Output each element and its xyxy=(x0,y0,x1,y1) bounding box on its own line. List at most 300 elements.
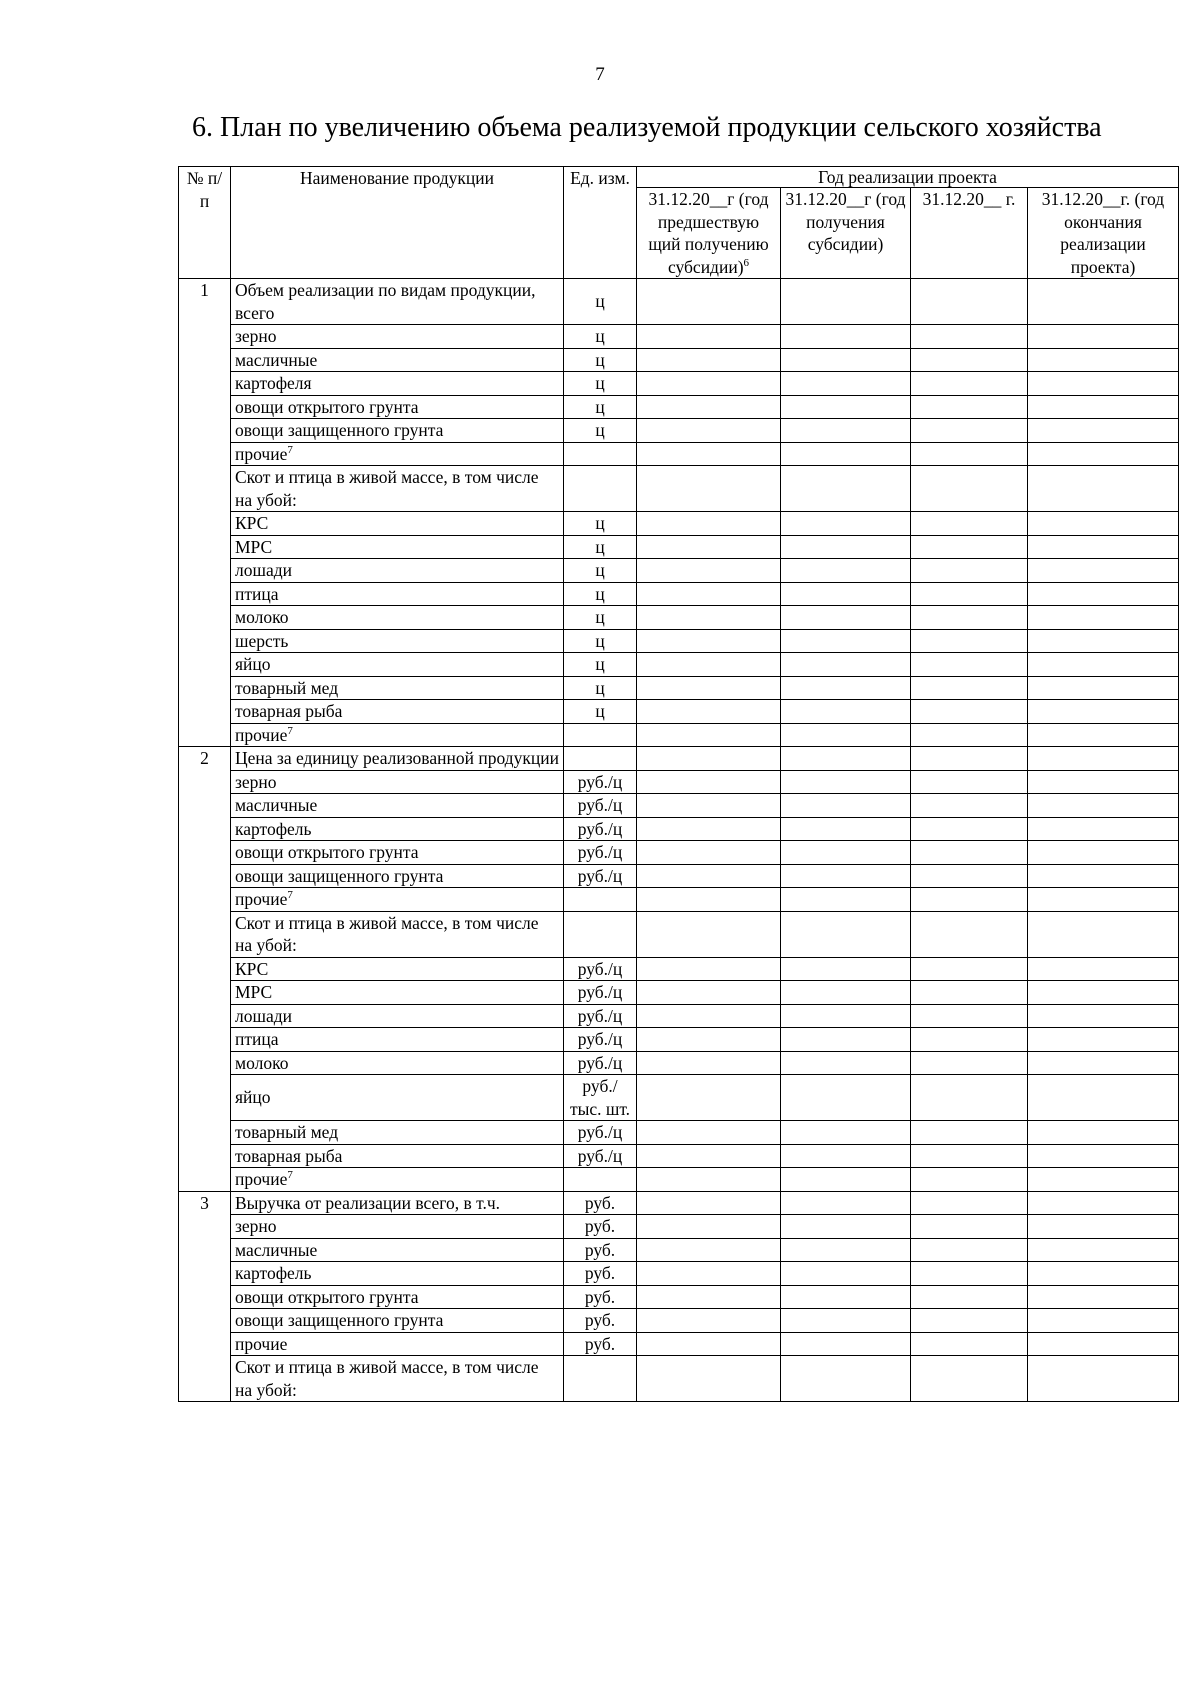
value-cell-year-4[interactable] xyxy=(1028,512,1179,536)
table-row xyxy=(179,1215,1179,1239)
table-row xyxy=(179,1075,1179,1121)
value-cell-year-2[interactable] xyxy=(781,1168,911,1192)
value-cell-year-3[interactable] xyxy=(911,348,1028,372)
value-cell-year-4[interactable] xyxy=(1028,911,1179,957)
table-row xyxy=(179,1121,1179,1145)
product-name: МРС xyxy=(235,982,273,1002)
value-cell-year-4[interactable] xyxy=(1028,1191,1179,1215)
value-cell-year-2[interactable] xyxy=(781,676,911,700)
value-cell-year-4[interactable] xyxy=(1028,629,1179,653)
document-title: 6. План по увеличению объема реализуемой продукции сельского хозяйства xyxy=(192,112,1102,143)
value-cell-year-1[interactable] xyxy=(637,1075,781,1121)
product-name: прочие xyxy=(235,1169,288,1189)
value-cell-year-3[interactable] xyxy=(911,559,1028,583)
value-cell-year-1[interactable] xyxy=(637,1168,781,1192)
value-cell-year-4[interactable] xyxy=(1028,419,1179,443)
value-cell-year-3[interactable] xyxy=(911,981,1028,1005)
unit-cell: ц xyxy=(564,629,637,653)
product-name-cell xyxy=(231,582,564,606)
value-cell-year-3[interactable] xyxy=(911,395,1028,419)
product-name-cell xyxy=(231,279,564,325)
value-cell-year-1[interactable] xyxy=(637,325,781,349)
section-number: 1 xyxy=(179,279,231,747)
value-cell-year-1[interactable] xyxy=(637,653,781,677)
value-cell-year-3[interactable] xyxy=(911,841,1028,865)
value-cell-year-1[interactable] xyxy=(637,1144,781,1168)
value-cell-year-4[interactable] xyxy=(1028,1075,1179,1121)
unit-cell: руб./ц xyxy=(564,794,637,818)
table-row xyxy=(179,559,1179,583)
table-row xyxy=(179,442,1179,466)
value-cell-year-1[interactable] xyxy=(637,606,781,630)
value-cell-year-3[interactable] xyxy=(911,817,1028,841)
value-cell-year-2[interactable] xyxy=(781,700,911,724)
header-year-2: 31.12.20__г (год получения субсидии) xyxy=(781,188,911,279)
value-cell-year-3[interactable] xyxy=(911,1191,1028,1215)
value-cell-year-4[interactable] xyxy=(1028,817,1179,841)
product-name: товарная рыба xyxy=(235,1145,343,1166)
value-cell-year-3[interactable] xyxy=(911,1332,1028,1356)
product-name-cell xyxy=(231,957,564,981)
value-cell-year-1[interactable] xyxy=(637,981,781,1005)
table-row xyxy=(179,676,1179,700)
product-name-cell xyxy=(231,1075,564,1121)
value-cell-year-2[interactable] xyxy=(781,653,911,677)
product-name: КРС xyxy=(235,958,269,979)
value-cell-year-4[interactable] xyxy=(1028,535,1179,559)
product-name: Скот и птица в живой массе, в том числе на убой: xyxy=(235,912,539,955)
value-cell-year-2[interactable] xyxy=(781,606,911,630)
value-cell-year-2[interactable] xyxy=(781,1332,911,1356)
unit-cell: руб./ц xyxy=(564,817,637,841)
value-cell-year-2[interactable] xyxy=(781,888,911,912)
product-name-cell xyxy=(231,747,564,771)
value-cell-year-3[interactable] xyxy=(911,442,1028,466)
table-row xyxy=(179,1285,1179,1309)
footnote-marker: 7 xyxy=(287,1169,293,1182)
value-cell-year-4[interactable] xyxy=(1028,372,1179,396)
value-cell-year-2[interactable] xyxy=(781,1191,911,1215)
value-cell-year-3[interactable] xyxy=(911,1004,1028,1028)
product-name-cell xyxy=(231,1332,564,1356)
product-name: прочие xyxy=(235,724,288,745)
value-cell-year-2[interactable] xyxy=(781,535,911,559)
unit-cell: ц xyxy=(564,582,637,606)
value-cell-year-1[interactable] xyxy=(637,1309,781,1333)
product-name-cell xyxy=(231,817,564,841)
value-cell-year-1[interactable] xyxy=(637,1215,781,1239)
value-cell-year-2[interactable] xyxy=(781,747,911,771)
unit-cell: ц xyxy=(564,559,637,583)
product-name-cell xyxy=(231,1309,564,1333)
value-cell-year-2[interactable] xyxy=(781,723,911,747)
product-name-cell xyxy=(231,466,564,512)
value-cell-year-1[interactable] xyxy=(637,1285,781,1309)
table-row xyxy=(179,606,1179,630)
value-cell-year-3[interactable] xyxy=(911,747,1028,771)
product-name-cell xyxy=(231,723,564,747)
value-cell-year-3[interactable] xyxy=(911,1309,1028,1333)
unit-cell xyxy=(564,1356,637,1402)
product-name-cell xyxy=(231,770,564,794)
value-cell-year-4[interactable] xyxy=(1028,348,1179,372)
value-cell-year-4[interactable] xyxy=(1028,1028,1179,1052)
value-cell-year-2[interactable] xyxy=(781,325,911,349)
unit-cell: ц xyxy=(564,653,637,677)
value-cell-year-3[interactable] xyxy=(911,512,1028,536)
value-cell-year-4[interactable] xyxy=(1028,1051,1179,1075)
value-cell-year-1[interactable] xyxy=(637,535,781,559)
unit-cell xyxy=(564,1168,637,1192)
value-cell-year-1[interactable] xyxy=(637,1121,781,1145)
value-cell-year-4[interactable] xyxy=(1028,1309,1179,1333)
value-cell-year-3[interactable] xyxy=(911,1285,1028,1309)
product-name-cell xyxy=(231,1191,564,1215)
product-name-cell xyxy=(231,1028,564,1052)
value-cell-year-2[interactable] xyxy=(781,279,911,325)
unit-cell xyxy=(564,442,637,466)
value-cell-year-4[interactable] xyxy=(1028,841,1179,865)
unit-cell: руб./ц xyxy=(564,957,637,981)
table-row xyxy=(179,981,1179,1005)
value-cell-year-3[interactable] xyxy=(911,1356,1028,1402)
product-name: шерсть xyxy=(235,630,289,651)
value-cell-year-1[interactable] xyxy=(637,911,781,957)
product-name: зерно xyxy=(235,326,277,346)
unit-cell: ц xyxy=(564,419,637,443)
value-cell-year-3[interactable] xyxy=(911,279,1028,325)
value-cell-year-2[interactable] xyxy=(781,395,911,419)
table-row xyxy=(179,1168,1179,1192)
value-cell-year-1[interactable] xyxy=(637,957,781,981)
product-name-cell xyxy=(231,1215,564,1239)
value-cell-year-1[interactable] xyxy=(637,559,781,583)
value-cell-year-1[interactable] xyxy=(637,1028,781,1052)
value-cell-year-2[interactable] xyxy=(781,981,911,1005)
value-cell-year-2[interactable] xyxy=(781,512,911,536)
value-cell-year-2[interactable] xyxy=(781,372,911,396)
value-cell-year-3[interactable] xyxy=(911,770,1028,794)
product-name: товарный мед xyxy=(235,1122,339,1142)
value-cell-year-3[interactable] xyxy=(911,1144,1028,1168)
product-name: масличные xyxy=(235,1239,318,1260)
value-cell-year-3[interactable] xyxy=(911,466,1028,512)
value-cell-year-3[interactable] xyxy=(911,629,1028,653)
value-cell-year-4[interactable] xyxy=(1028,1356,1179,1402)
value-cell-year-2[interactable] xyxy=(781,559,911,583)
product-name-cell xyxy=(231,535,564,559)
value-cell-year-1[interactable] xyxy=(637,1262,781,1286)
value-cell-year-4[interactable] xyxy=(1028,1168,1179,1192)
value-cell-year-3[interactable] xyxy=(911,957,1028,981)
product-name: Скот и птица в живой массе, в том числе на убой: xyxy=(235,467,539,510)
value-cell-year-2[interactable] xyxy=(781,911,911,957)
product-name-cell xyxy=(231,1356,564,1402)
unit-cell: руб./ц xyxy=(564,1121,637,1145)
value-cell-year-2[interactable] xyxy=(781,1215,911,1239)
value-cell-year-4[interactable] xyxy=(1028,325,1179,349)
value-cell-year-2[interactable] xyxy=(781,794,911,818)
value-cell-year-4[interactable] xyxy=(1028,559,1179,583)
product-name: овощи открытого грунта xyxy=(235,396,419,417)
product-name: яйцо xyxy=(235,654,271,674)
unit-cell: руб. xyxy=(564,1191,637,1215)
product-name: овощи защищенного грунта xyxy=(235,865,444,886)
value-cell-year-2[interactable] xyxy=(781,864,911,888)
table-row xyxy=(179,794,1179,818)
value-cell-year-1[interactable] xyxy=(637,1332,781,1356)
unit-cell xyxy=(564,466,637,512)
unit-cell: руб./ц xyxy=(564,981,637,1005)
value-cell-year-3[interactable] xyxy=(911,653,1028,677)
value-cell-year-3[interactable] xyxy=(911,1121,1028,1145)
value-cell-year-1[interactable] xyxy=(637,348,781,372)
unit-cell: ц xyxy=(564,279,637,325)
value-cell-year-1[interactable] xyxy=(637,794,781,818)
footnote-marker: 7 xyxy=(287,724,293,737)
value-cell-year-4[interactable] xyxy=(1028,1262,1179,1286)
value-cell-year-4[interactable] xyxy=(1028,442,1179,466)
value-cell-year-3[interactable] xyxy=(911,1075,1028,1121)
value-cell-year-4[interactable] xyxy=(1028,395,1179,419)
value-cell-year-1[interactable] xyxy=(637,841,781,865)
value-cell-year-1[interactable] xyxy=(637,817,781,841)
value-cell-year-3[interactable] xyxy=(911,606,1028,630)
footnote-marker: 7 xyxy=(287,443,293,456)
value-cell-year-4[interactable] xyxy=(1028,794,1179,818)
value-cell-year-4[interactable] xyxy=(1028,747,1179,771)
unit-cell: руб./ц xyxy=(564,1004,637,1028)
product-name-cell xyxy=(231,794,564,818)
value-cell-year-2[interactable] xyxy=(781,1004,911,1028)
product-name: прочие xyxy=(235,443,288,464)
product-name-cell xyxy=(231,512,564,536)
value-cell-year-1[interactable] xyxy=(637,512,781,536)
table-row xyxy=(179,723,1179,747)
product-name: КРС xyxy=(235,513,269,533)
section-number: 2 xyxy=(179,747,231,1192)
value-cell-year-1[interactable] xyxy=(637,676,781,700)
value-cell-year-3[interactable] xyxy=(911,372,1028,396)
value-cell-year-1[interactable] xyxy=(637,1356,781,1402)
value-cell-year-2[interactable] xyxy=(781,1238,911,1262)
product-name: птица xyxy=(235,583,279,604)
value-cell-year-4[interactable] xyxy=(1028,676,1179,700)
value-cell-year-4[interactable] xyxy=(1028,1238,1179,1262)
value-cell-year-2[interactable] xyxy=(781,1075,911,1121)
value-cell-year-2[interactable] xyxy=(781,442,911,466)
value-cell-year-3[interactable] xyxy=(911,700,1028,724)
value-cell-year-4[interactable] xyxy=(1028,864,1179,888)
unit-cell: руб. xyxy=(564,1238,637,1262)
value-cell-year-2[interactable] xyxy=(781,817,911,841)
value-cell-year-2[interactable] xyxy=(781,1285,911,1309)
value-cell-year-1[interactable] xyxy=(637,747,781,771)
value-cell-year-4[interactable] xyxy=(1028,1144,1179,1168)
product-name-cell xyxy=(231,1238,564,1262)
value-cell-year-4[interactable] xyxy=(1028,770,1179,794)
value-cell-year-4[interactable] xyxy=(1028,1285,1179,1309)
product-name: картофель xyxy=(235,818,312,839)
section-number: 3 xyxy=(179,1191,231,1402)
value-cell-year-3[interactable] xyxy=(911,535,1028,559)
header-row xyxy=(179,167,1179,188)
value-cell-year-3[interactable] xyxy=(911,325,1028,349)
value-cell-year-3[interactable] xyxy=(911,794,1028,818)
value-cell-year-4[interactable] xyxy=(1028,981,1179,1005)
value-cell-year-2[interactable] xyxy=(781,1309,911,1333)
value-cell-year-2[interactable] xyxy=(781,348,911,372)
value-cell-year-2[interactable] xyxy=(781,1028,911,1052)
product-name: молоко xyxy=(235,1052,289,1073)
product-name: Выручка от реализации всего, в т.ч. xyxy=(235,1192,500,1213)
product-name: зерно xyxy=(235,771,277,792)
value-cell-year-3[interactable] xyxy=(911,1168,1028,1192)
table-row xyxy=(179,512,1179,536)
footnote-marker: 7 xyxy=(287,889,293,902)
product-name-cell xyxy=(231,606,564,630)
value-cell-year-2[interactable] xyxy=(781,841,911,865)
value-cell-year-1[interactable] xyxy=(637,466,781,512)
value-cell-year-1[interactable] xyxy=(637,700,781,724)
unit-cell xyxy=(564,888,637,912)
value-cell-year-3[interactable] xyxy=(911,1215,1028,1239)
value-cell-year-4[interactable] xyxy=(1028,1121,1179,1145)
value-cell-year-4[interactable] xyxy=(1028,653,1179,677)
value-cell-year-3[interactable] xyxy=(911,864,1028,888)
value-cell-year-1[interactable] xyxy=(637,864,781,888)
product-name: картофель xyxy=(235,1263,312,1283)
table-row xyxy=(179,864,1179,888)
product-name-cell xyxy=(231,629,564,653)
value-cell-year-4[interactable] xyxy=(1028,1004,1179,1028)
value-cell-year-3[interactable] xyxy=(911,911,1028,957)
value-cell-year-3[interactable] xyxy=(911,723,1028,747)
product-name: зерно xyxy=(235,1216,277,1236)
value-cell-year-3[interactable] xyxy=(911,676,1028,700)
product-name-cell xyxy=(231,1262,564,1286)
value-cell-year-3[interactable] xyxy=(911,1262,1028,1286)
table-row xyxy=(179,1238,1179,1262)
product-name-cell xyxy=(231,1121,564,1145)
value-cell-year-2[interactable] xyxy=(781,466,911,512)
page-number: 7 xyxy=(595,64,605,85)
product-name-cell xyxy=(231,1004,564,1028)
header-num: № п/п xyxy=(179,167,231,279)
value-cell-year-2[interactable] xyxy=(781,1121,911,1145)
product-name: прочие xyxy=(235,1333,288,1354)
unit-cell: ц xyxy=(564,512,637,536)
value-cell-year-3[interactable] xyxy=(911,582,1028,606)
value-cell-year-3[interactable] xyxy=(911,1028,1028,1052)
product-name-cell xyxy=(231,419,564,443)
value-cell-year-4[interactable] xyxy=(1028,466,1179,512)
product-name-cell xyxy=(231,442,564,466)
product-name: масличные xyxy=(235,349,318,370)
product-name: картофеля xyxy=(235,373,312,393)
value-cell-year-4[interactable] xyxy=(1028,957,1179,981)
unit-cell: руб./ тыс. шт. xyxy=(564,1075,637,1121)
value-cell-year-2[interactable] xyxy=(781,582,911,606)
value-cell-year-3[interactable] xyxy=(911,888,1028,912)
product-name-cell xyxy=(231,841,564,865)
value-cell-year-4[interactable] xyxy=(1028,606,1179,630)
value-cell-year-4[interactable] xyxy=(1028,723,1179,747)
product-name-cell xyxy=(231,676,564,700)
table-row xyxy=(179,1332,1179,1356)
value-cell-year-2[interactable] xyxy=(781,1144,911,1168)
value-cell-year-1[interactable] xyxy=(637,1004,781,1028)
value-cell-year-3[interactable] xyxy=(911,1238,1028,1262)
value-cell-year-1[interactable] xyxy=(637,1191,781,1215)
product-name: Цена за единицу реализованной продукции xyxy=(235,748,559,768)
value-cell-year-4[interactable] xyxy=(1028,279,1179,325)
table-row xyxy=(179,325,1179,349)
value-cell-year-1[interactable] xyxy=(637,723,781,747)
value-cell-year-2[interactable] xyxy=(781,770,911,794)
value-cell-year-2[interactable] xyxy=(781,419,911,443)
table-row xyxy=(179,770,1179,794)
product-name: овощи открытого грунта xyxy=(235,842,419,862)
value-cell-year-2[interactable] xyxy=(781,957,911,981)
value-cell-year-4[interactable] xyxy=(1028,888,1179,912)
value-cell-year-4[interactable] xyxy=(1028,1332,1179,1356)
value-cell-year-1[interactable] xyxy=(637,1051,781,1075)
value-cell-year-1[interactable] xyxy=(637,395,781,419)
value-cell-year-2[interactable] xyxy=(781,1356,911,1402)
value-cell-year-1[interactable] xyxy=(637,279,781,325)
product-name-cell xyxy=(231,1285,564,1309)
value-cell-year-2[interactable] xyxy=(781,629,911,653)
value-cell-year-1[interactable] xyxy=(637,419,781,443)
product-name-cell xyxy=(231,911,564,957)
product-name-cell xyxy=(231,864,564,888)
table-row xyxy=(179,1004,1179,1028)
product-name: Объем реализации по видам продукции, всего xyxy=(235,280,536,323)
value-cell-year-4[interactable] xyxy=(1028,582,1179,606)
product-name: МРС xyxy=(235,536,273,557)
value-cell-year-1[interactable] xyxy=(637,770,781,794)
value-cell-year-2[interactable] xyxy=(781,1051,911,1075)
value-cell-year-1[interactable] xyxy=(637,888,781,912)
unit-cell: руб./ц xyxy=(564,770,637,794)
table-row xyxy=(179,1262,1179,1286)
value-cell-year-4[interactable] xyxy=(1028,700,1179,724)
product-name-cell xyxy=(231,372,564,396)
table-row xyxy=(179,911,1179,957)
value-cell-year-1[interactable] xyxy=(637,442,781,466)
table-row xyxy=(179,841,1179,865)
value-cell-year-3[interactable] xyxy=(911,1051,1028,1075)
table-row xyxy=(179,395,1179,419)
table-row xyxy=(179,348,1179,372)
value-cell-year-2[interactable] xyxy=(781,1262,911,1286)
value-cell-year-3[interactable] xyxy=(911,419,1028,443)
unit-cell: ц xyxy=(564,535,637,559)
table-row xyxy=(179,372,1179,396)
value-cell-year-1[interactable] xyxy=(637,1238,781,1262)
product-name: лошади xyxy=(235,1005,292,1026)
value-cell-year-1[interactable] xyxy=(637,372,781,396)
value-cell-year-4[interactable] xyxy=(1028,1215,1179,1239)
header-year-4: 31.12.20__г. (год окончания реализации проекта) xyxy=(1028,188,1179,279)
value-cell-year-1[interactable] xyxy=(637,582,781,606)
product-name-cell xyxy=(231,325,564,349)
value-cell-year-1[interactable] xyxy=(637,629,781,653)
product-name-cell xyxy=(231,348,564,372)
unit-cell: ц xyxy=(564,395,637,419)
header-product-name: Наименование продукции xyxy=(231,167,564,279)
